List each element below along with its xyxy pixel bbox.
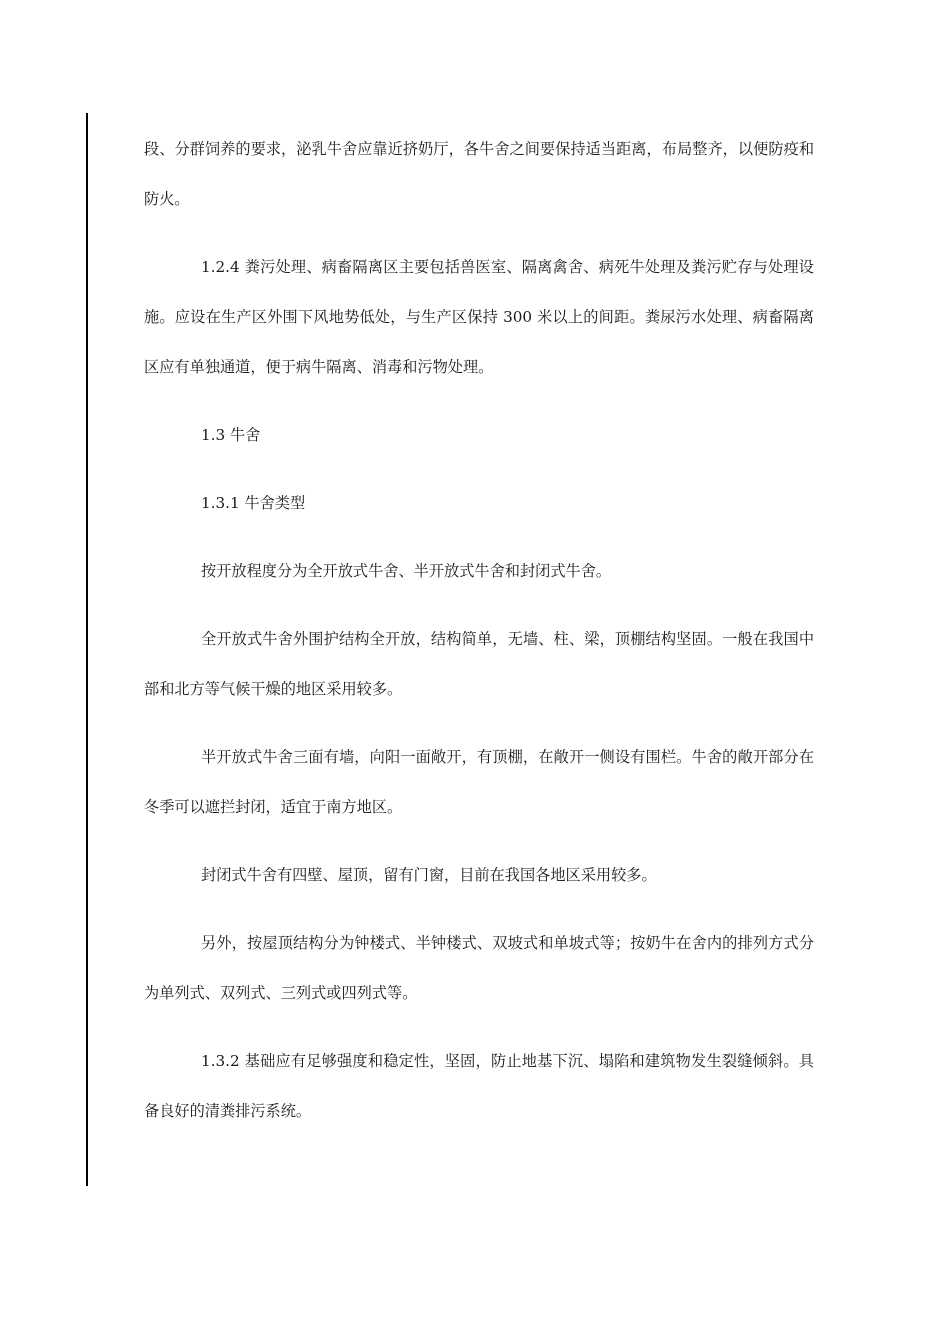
subsection-heading-1-3-1: 1.3.1 牛舍类型	[201, 494, 306, 512]
paragraph-1-2-4-manure-isolation: 1.2.4 粪污处理、病畜隔离区主要包括兽医室、隔离禽舍、病死牛处理及粪污贮存与处理设施。应设在生产区外围下风地势低处，与生产区保持 300 米以上的间距。粪尿污水处理、病畜隔离区应有单独通道，便于病牛隔离、消毒和污物处理。	[144, 258, 814, 376]
section-heading-1-3: 1.3 牛舍	[201, 426, 261, 444]
paragraph-semi-open-barn: 半开放式牛舍三面有墙，向阳一面敞开，有顶棚，在敞开一侧设有围栏。牛舍的敞开部分在冬季可以遮拦封闭，适宜于南方地区。	[144, 748, 814, 816]
paragraph-1-3-2-foundation: 1.3.2 基础应有足够强度和稳定性，坚固，防止地基下沉、塌陷和建筑物发生裂缝倾斜。具备良好的清粪排污系统。	[144, 1052, 814, 1120]
paragraph-openness-types: 按开放程度分为全开放式牛舍、半开放式牛舍和封闭式牛舍。	[201, 562, 612, 580]
left-margin-rule	[86, 113, 88, 1186]
paragraph-continuation: 段、分群饲养的要求，泌乳牛舍应靠近挤奶厅，各牛舍之间要保持适当距离，布局整齐，以便防疫和防火。	[144, 140, 814, 208]
document-body	[144, 124, 814, 1154]
paragraph-closed-barn: 封闭式牛舍有四壁、屋顶，留有门窗，目前在我国各地区采用较多。	[201, 866, 657, 884]
paragraph-fully-open-barn: 全开放式牛舍外围护结构全开放，结构简单，无墙、柱、梁，顶棚结构坚固。一般在我国中部和北方等气候干燥的地区采用较多。	[144, 630, 814, 698]
paragraph-roof-structure: 另外，按屋顶结构分为钟楼式、半钟楼式、双坡式和单坡式等；按奶牛在舍内的排列方式分为单列式、双列式、三列式或四列式等。	[144, 934, 814, 1002]
